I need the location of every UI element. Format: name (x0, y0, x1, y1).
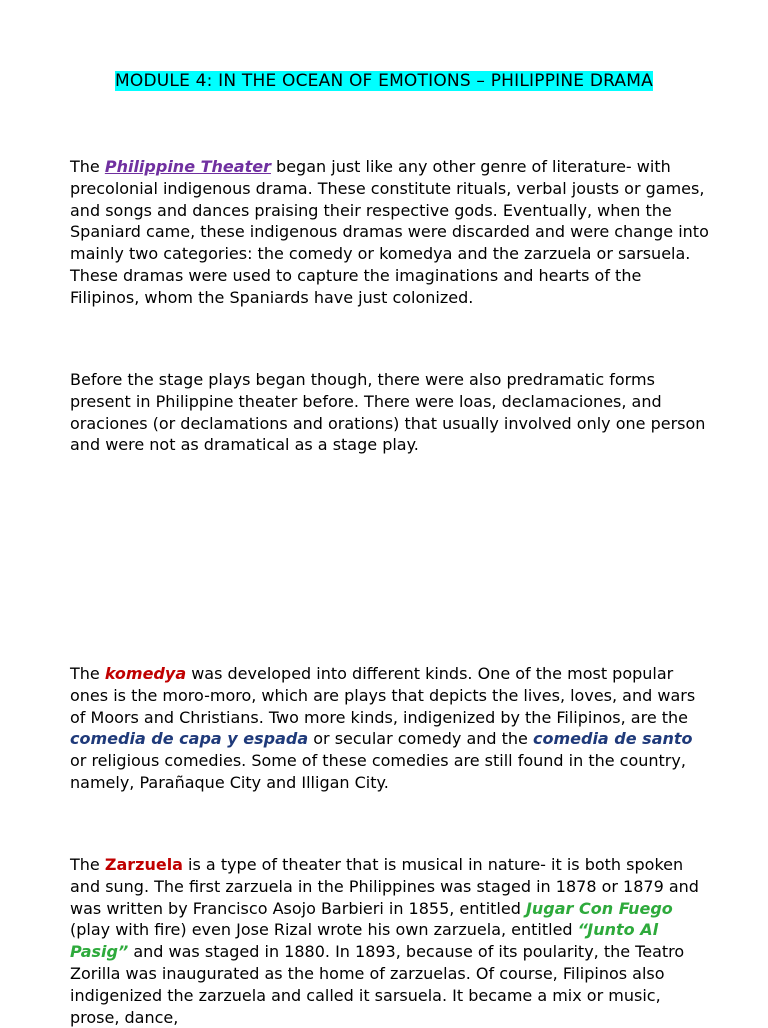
paragraph-text: is a type of theater that is musical in nature- it is both spoken and sung. The first zarzuela in the Philippines was staged in 1878 or 1879 and was written by Francisco Asojo Barbieri in 1855, entitled (70, 855, 699, 918)
paragraph-philippine-theater (70, 156, 710, 309)
paragraph-text: began just like any other genre of literature- with precolonial indigenous drama. These constitute rituals, verbal jousts or games, and songs and dances praising their respective gods. Eventually, when the Spaniard came, these indigenous dramas were discarded and were change into mainly two categories: the comedy or komedya and the zarzuela or sarsuela. These dramas were used to capture the imaginations and hearts of the Filipinos, whom the Spaniards have just colonized. (70, 157, 709, 307)
paragraph-text: and was staged in 1880. In 1893, because of its poularity, the Teatro Zorilla was inaugurated as the home of zarzuelas. Of course, Filipinos also indigenized the zarzuela and called it sarsuela. It became a mix or music, prose, dance, (70, 942, 685, 1027)
term-jugar-con-fuego: Jugar Con Fuego (525, 898, 673, 918)
paragraph-text: (play with fire) even Jose Rizal wrote his own zarzuela, entitled (70, 920, 578, 940)
term-junto-al-pasig: “Junto Al Pasig” (70, 920, 659, 962)
paragraph-text: The (70, 855, 105, 874)
paragraph-text: or secular comedy and the (308, 729, 533, 749)
term-zarzuela: Zarzuela (104, 855, 183, 874)
paragraph-text: was developed into different kinds. One of the most popular ones is the moro-moro, which are plays that depicts the lives, loves, and wars of Moors and Christians. Two more kinds, indigenized by the Filipinos, are the (70, 664, 696, 727)
term-comedia-de-capa-y-espada: comedia de capa y espada (70, 729, 309, 749)
paragraph-text: The (70, 157, 105, 176)
module-title-text: MODULE 4: IN THE OCEAN OF EMOTIONS – PHILIPPINE DRAMA (115, 71, 653, 91)
paragraph-text: Before the stage plays began though, there were also predramatic forms present in Philippine theater before. There were loas, declamaciones, and oraciones (or declamations and orations) that usually involved only one person and were not as dramatical as a stage play. (70, 370, 706, 455)
paragraph-zarzuela (70, 854, 710, 1028)
term-comedia-de-santo: comedia de santo (532, 729, 693, 749)
paragraph-text: The (70, 664, 105, 683)
paragraph-text: or religious comedies. Some of these comedies are still found in the country, namely, Parañaque City and Illigan City. (70, 751, 686, 792)
paragraph-komedya (70, 663, 710, 794)
philippine-theater-link[interactable]: Philippine Theater (104, 157, 271, 176)
paragraph-predramatic-forms (70, 369, 710, 456)
term-komedya: komedya (104, 664, 187, 683)
module-title (60, 69, 708, 93)
